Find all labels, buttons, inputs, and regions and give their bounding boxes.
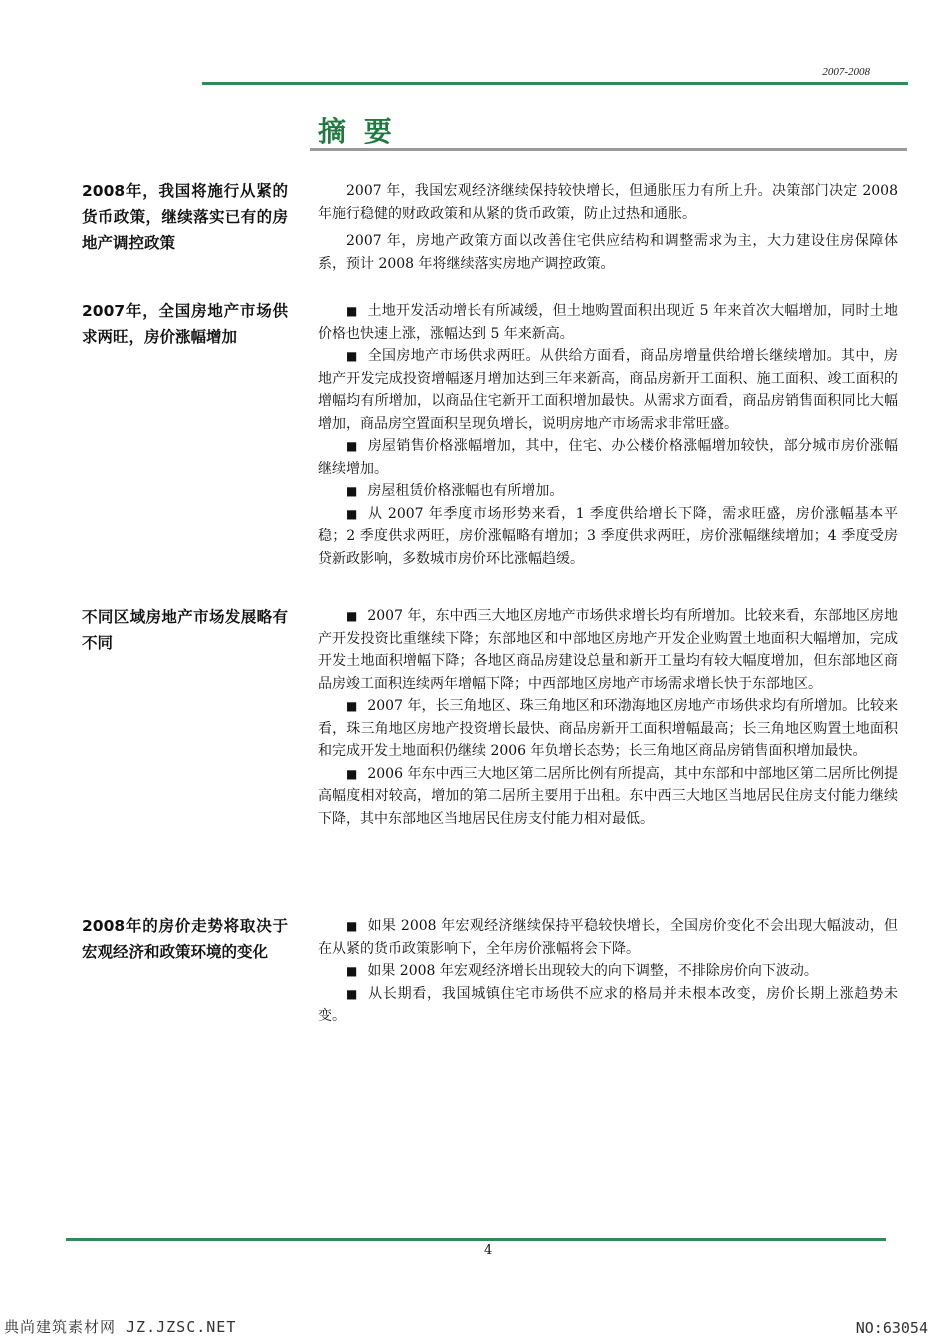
- section-body-1: [318, 180, 898, 280]
- title-rule: [310, 148, 907, 151]
- bullet-text: 从 2007 年季度市场形势来看，1 季度供给增长下降，需求旺盛，房价涨幅基本平稳；2 季度供求两旺，房价涨幅略有增加；3 季度供求两旺，房价涨幅继续增加；4 季度受房贷新政影响，多数城市房价环比涨幅趋缓。: [318, 505, 898, 567]
- page-title: 摘 要: [318, 115, 396, 148]
- bullet-text: 2007 年，东中西三大地区房地产市场供求增长均有所增加。比较来看，东部地区房地产开发投资比重继续下降；东部地区和中部地区房地产开发企业购置土地面积大幅增加，完成开发土地面积增幅下降；各地区商品房建设总量和新开工量均有较大幅度增加，但东部地区商品房竣工面积连续两年增幅下降；中西部地区房地产市场需求增长快于东部地区。: [318, 608, 898, 692]
- header-rule: [202, 82, 908, 85]
- bullet-item: [318, 605, 898, 695]
- sidebar-summary-4: 2008年的房价走势将取决于宏观经济和政策环境的变化: [82, 917, 288, 961]
- bullet-item: [318, 435, 898, 480]
- section-body-2: [318, 300, 898, 570]
- square-bullet-icon: ■: [346, 986, 359, 1001]
- bullet-text: 全国房地产市场供求两旺。从供给方面看，商品房增量供给增长继续增加。其中，房地产开发完成投资增幅逐月增加达到三年来新高，商品房新开工面积、施工面积、竣工面积的增幅均有所增加，以商品住宅新开工面积增加最快。从需求方面看，商品房销售面积同比大幅增加，商品房空置面积呈现负增长，说明房地产市场需求非常旺盛。: [318, 348, 898, 432]
- footer-rule: [66, 1238, 886, 1241]
- paragraph: 2007 年，我国宏观经济继续保持较快增长，但通胀压力有所上升。决策部门决定 2008 年施行稳健的财政政策和从紧的货币政策，防止过热和通胀。: [318, 183, 898, 222]
- bullet-text: 如果 2008 年宏观经济继续保持平稳较快增长，全国房价变化不会出现大幅波动，但在从紧的货币政策影响下，全年房价涨幅将会下降。: [318, 918, 898, 957]
- square-bullet-icon: ■: [346, 349, 358, 363]
- square-bullet-icon: ■: [346, 964, 358, 978]
- bullet-text: 房屋销售价格涨幅增加，其中，住宅、办公楼价格涨幅增加较快，部分城市房价涨幅继续增加。: [318, 438, 898, 477]
- bullet-text: 2007 年，长三角地区、珠三角地区和环渤海地区房地产市场供求均有所增加。比较来看，珠三角地区房地产投资增长最快、商品房新开工面积增幅最高；长三角地区购置土地面积和完成开发土地面积仍继续 2006 年负增长态势；长三角地区商品房销售面积增加最快。: [318, 698, 898, 759]
- square-bullet-icon: ■: [346, 766, 358, 781]
- bullet-item: [318, 345, 898, 435]
- square-bullet-icon: ■: [346, 609, 358, 623]
- bullet-item: [318, 960, 898, 983]
- sidebar-summary-2: 2007年，全国房地产市场供求两旺，房价涨幅增加: [82, 302, 288, 346]
- page-number: 4: [484, 1243, 493, 1258]
- sidebar-summary-1: 2008年，我国将施行从紧的货币政策，继续落实已有的房地产调控政策: [82, 182, 288, 252]
- square-bullet-icon: ■: [346, 439, 358, 453]
- square-bullet-icon: ■: [346, 506, 359, 521]
- section-body-3: [318, 605, 898, 830]
- bullet-item: [318, 763, 898, 831]
- bullet-item: [318, 983, 898, 1028]
- bullet-text: 土地开发活动增长有所减缓，但土地购置面积出现近 5 年来首次大幅增加，同时土地价格也快速上涨，涨幅达到 5 年来新高。: [318, 303, 898, 342]
- header-year: 2007-2008: [822, 66, 870, 78]
- bullet-item: [318, 300, 898, 345]
- square-bullet-icon: ■: [346, 304, 358, 318]
- section-body-4: [318, 915, 898, 1028]
- bullet-text: 从长期看，我国城镇住宅市场供不应求的格局并未根本改变，房价长期上涨趋势未变。: [318, 985, 899, 1024]
- bullet-item: [318, 480, 898, 503]
- bullet-text: 房屋租赁价格涨幅也有所增加。: [367, 483, 564, 499]
- watermark-right: NO:63054: [855, 1319, 928, 1337]
- square-bullet-icon: ■: [346, 484, 358, 498]
- bullet-item: [318, 695, 898, 763]
- bullet-item: [318, 915, 898, 960]
- paragraph: 2007 年，房地产政策方面以改善住宅供应结构和调整需求为主，大力建设住房保障体系，预计 2008 年将继续落实房地产调控政策。: [318, 233, 898, 272]
- bullet-item: [318, 503, 898, 571]
- square-bullet-icon: ■: [346, 919, 358, 933]
- sidebar-summary-3: 不同区域房地产市场发展略有不同: [82, 608, 288, 652]
- square-bullet-icon: ■: [346, 699, 358, 713]
- bullet-text: 2006 年东中西三大地区第二居所比例有所提高，其中东部和中部地区第二居所比例提高幅度相对较高，增加的第二居所主要用于出租。东中西三大地区当地居民住房支付能力继续下降，其中东部地区当地居民住房支付能力相对最低。: [318, 765, 898, 827]
- bullet-text: 如果 2008 年宏观经济增长出现较大的向下调整，不排除房价向下波动。: [367, 963, 818, 979]
- watermark-left: 典尚建筑素材网 JZ.JZSC.NET: [4, 1318, 237, 1336]
